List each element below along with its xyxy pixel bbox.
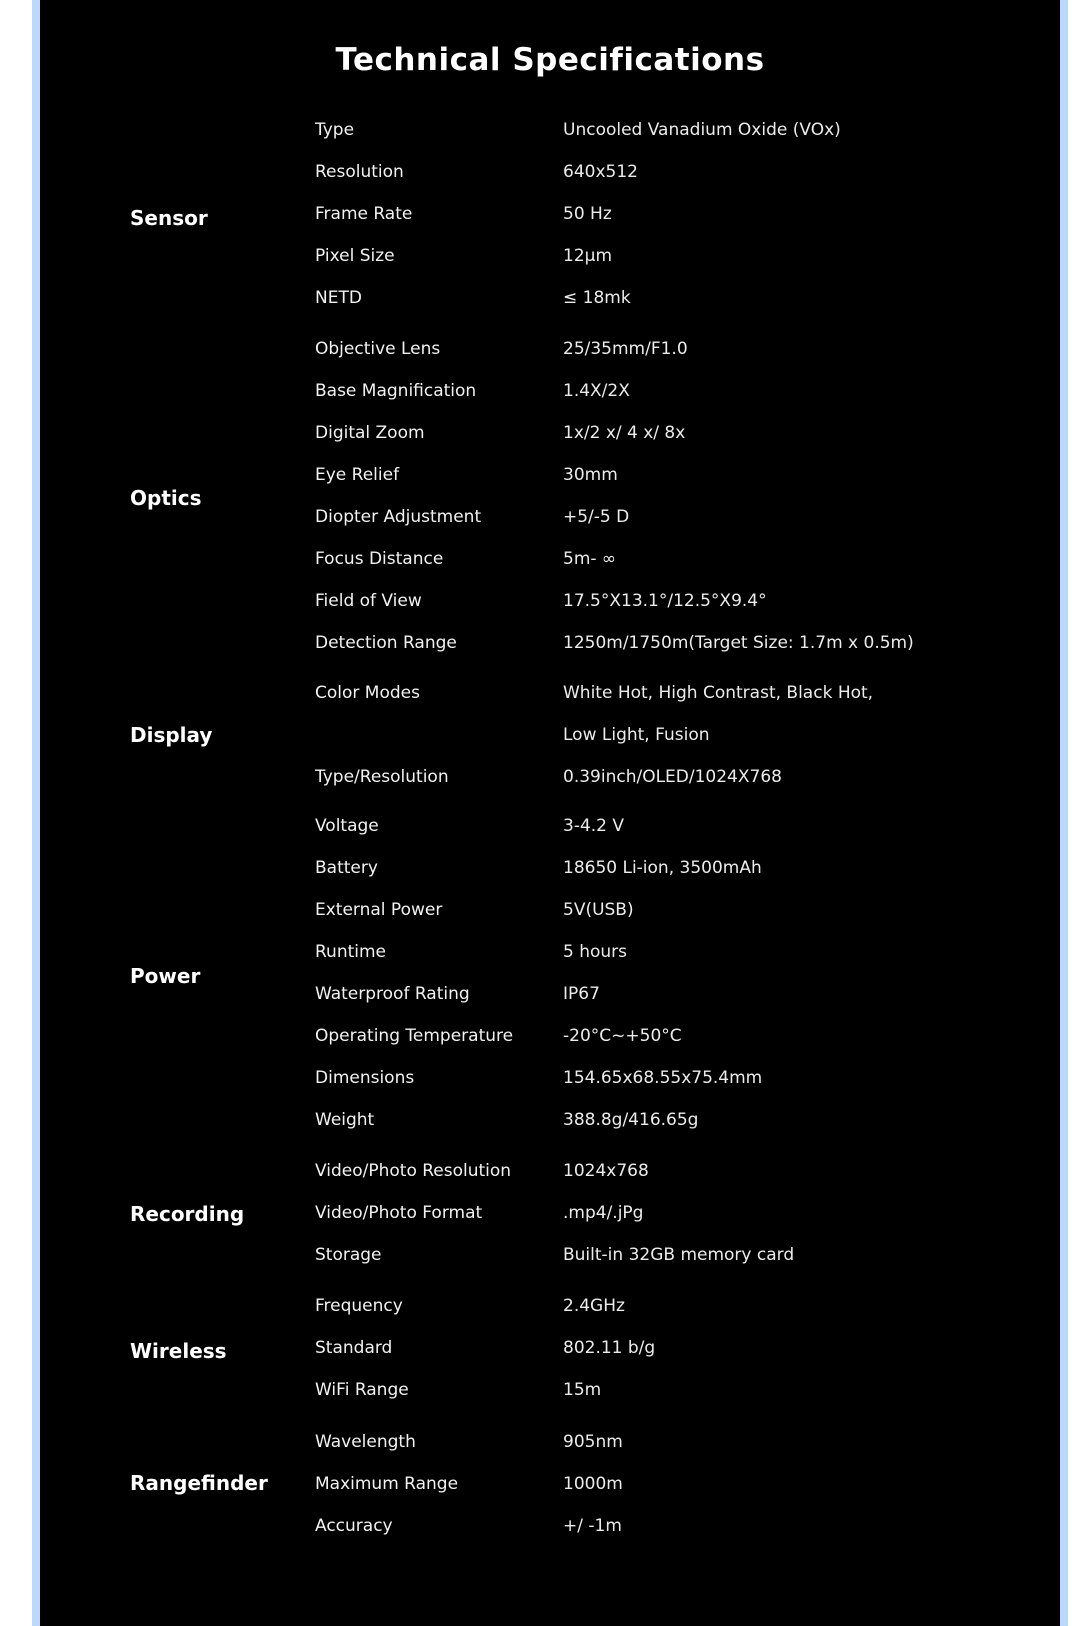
page-title: Technical Specifications [335,42,765,78]
spec-value: 25/35mm/F1.0 [563,339,688,359]
spec-label: Detection Range [315,633,457,653]
spec-label: Field of View [315,591,422,611]
spec-value: +/ -1m [563,1516,622,1536]
spec-value: 1000m [563,1474,623,1494]
spec-label: Type/Resolution [315,767,449,787]
spec-value: 1.4X/2X [563,381,630,401]
spec-label: Dimensions [315,1068,415,1088]
spec-label: NETD [315,288,362,308]
spec-label: Battery [315,858,378,878]
spec-value: 1x/2 x/ 4 x/ 8x [563,423,686,443]
spec-label: Eye Relief [315,465,400,485]
spec-value: 2.4GHz [563,1296,625,1316]
spec-value: 30mm [563,465,618,485]
section-heading: Optics [130,486,202,510]
spec-value: 154.65x68.55x75.4mm [563,1068,763,1088]
section-heading: Sensor [130,206,208,230]
spec-value: .mp4/.jPg [563,1203,644,1223]
section-heading: Display [130,723,213,747]
spec-label: Accuracy [315,1516,393,1536]
spec-value: +5/-5 D [563,507,630,527]
spec-label: Focus Distance [315,549,444,569]
spec-value: 388.8g/416.65g [563,1110,699,1130]
spec-label: Maximum Range [315,1474,459,1494]
spec-value: 802.11 b/g [563,1338,656,1358]
spec-value: 12μm [563,246,613,266]
spec-panel [40,0,1060,1626]
spec-value: 5m- ∞ [563,549,617,569]
spec-label: Storage [315,1245,382,1265]
section-heading: Recording [130,1202,245,1226]
spec-value: Built-in 32GB memory card [563,1245,795,1265]
spec-value: Low Light, Fusion [563,725,710,745]
spec-label: Frequency [315,1296,403,1316]
spec-label: Weight [315,1110,375,1130]
spec-value: 18650 Li-ion, 3500mAh [563,858,762,878]
spec-label: Video/Photo Resolution [315,1161,512,1181]
spec-value: -20°C~+50°C [563,1026,682,1046]
section-heading: Rangefinder [130,1471,268,1495]
spec-value: White Hot, High Contrast, Black Hot, [563,683,874,703]
spec-value: 15m [563,1380,602,1400]
spec-label: Runtime [315,942,387,962]
frame-strip-right [1060,0,1068,1626]
spec-value: IP67 [563,984,600,1004]
frame-strip-left [32,0,40,1626]
spec-value: 0.39inch/OLED/1024X768 [563,767,782,787]
spec-value: 905nm [563,1432,623,1452]
spec-value: 5 hours [563,942,628,962]
spec-value: 1024x768 [563,1161,649,1181]
spec-value: 640x512 [563,162,638,182]
spec-value: 17.5°X13.1°/12.5°X9.4° [563,591,767,611]
spec-value: 5V(USB) [563,900,634,920]
spec-label: Objective Lens [315,339,441,359]
section-heading: Power [130,964,201,988]
section-heading: Wireless [130,1339,227,1363]
spec-label: Digital Zoom [315,423,425,443]
spec-label: Waterproof Rating [315,984,470,1004]
spec-label: Base Magnification [315,381,477,401]
spec-label: Standard [315,1338,393,1358]
spec-label: Pixel Size [315,246,395,266]
spec-label: External Power [315,900,443,920]
spec-label: Voltage [315,816,379,836]
spec-label: Type [315,120,355,140]
spec-label: Resolution [315,162,404,182]
spec-label: WiFi Range [315,1380,409,1400]
spec-label: Video/Photo Format [315,1203,483,1223]
spec-label: Color Modes [315,683,420,703]
spec-label: Frame Rate [315,204,413,224]
spec-label: Diopter Adjustment [315,507,482,527]
spec-value: ≤ 18mk [563,288,631,308]
spec-value: 3-4.2 V [563,816,625,836]
spec-label: Wavelength [315,1432,416,1452]
spec-label: Operating Temperature [315,1026,514,1046]
spec-value: 1250m/1750m(Target Size: 1.7m x 0.5m) [563,633,914,653]
spec-value: 50 Hz [563,204,612,224]
spec-value: Uncooled Vanadium Oxide (VOx) [563,120,841,140]
